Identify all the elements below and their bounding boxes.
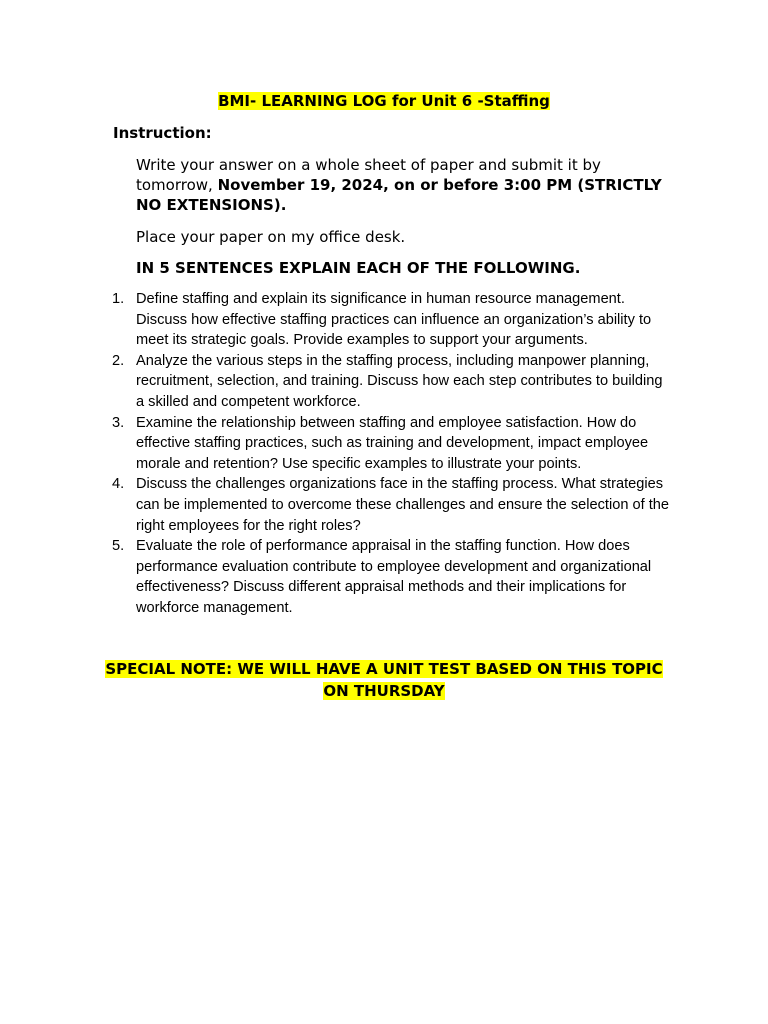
question-item: [112, 289, 672, 351]
instruction-text-block: [136, 155, 681, 215]
question-item: [112, 536, 672, 618]
instruction-label: Instruction:: [113, 124, 212, 142]
question-text: Define staffing and explain its significance in human resource management. Discuss how effective staffing practices can influence an organization’s ability to meet its strategic goals. Provide examples to support your arguments.: [136, 291, 652, 349]
question-number: 2.: [112, 352, 125, 369]
sentences-heading: IN 5 SENTENCES EXPLAIN EACH OF THE FOLLOWING.: [136, 259, 581, 277]
question-item: [112, 413, 672, 475]
document-title-container: [0, 91, 768, 111]
question-number: 3.: [112, 414, 125, 431]
question-number: 1.: [112, 291, 125, 307]
special-note-container: [96, 658, 672, 702]
question-item: [112, 474, 672, 536]
question-number: 5.: [112, 538, 125, 555]
question-text: Evaluate the role of performance appraisal in the staffing function. How does performance evaluation contribute to employee development and organizational effectiveness? Discuss different appraisal methods and their implications for workforce management.: [136, 538, 652, 616]
question-item: [112, 351, 672, 413]
question-number: 4.: [112, 476, 125, 493]
special-note: SPECIAL NOTE: WE WILL HAVE A UNIT TEST BASED ON THIS TOPIC ON THURSDAY: [105, 660, 663, 700]
question-text: Analyze the various steps in the staffing process, including manpower planning, recruitment, selection, and training. Discuss how each step contributes to building a skilled and competent workforce.: [136, 352, 663, 410]
questions-list: [112, 289, 672, 619]
question-text: Discuss the challenges organizations face in the staffing process. What strategies can be implemented to overcome these challenges and ensure the selection of the right employees for the right roles?: [136, 476, 670, 534]
question-text: Examine the relationship between staffing and employee satisfaction. How do effective staffing practices, such as training and development, impact employee morale and retention? Use specific examples to illustrate your points.: [136, 414, 649, 472]
place-paper-note: Place your paper on my office desk.: [136, 228, 406, 246]
instruction-text: Write your answer on a whole sheet of paper and submit it by tomorrow,: [136, 156, 601, 194]
instruction-deadline: November 19, 2024, on or before 3:00 PM (STRICTLY NO EXTENSIONS).: [136, 176, 662, 214]
document-title: BMI- LEARNING LOG for Unit 6 -Staffing: [218, 92, 550, 110]
